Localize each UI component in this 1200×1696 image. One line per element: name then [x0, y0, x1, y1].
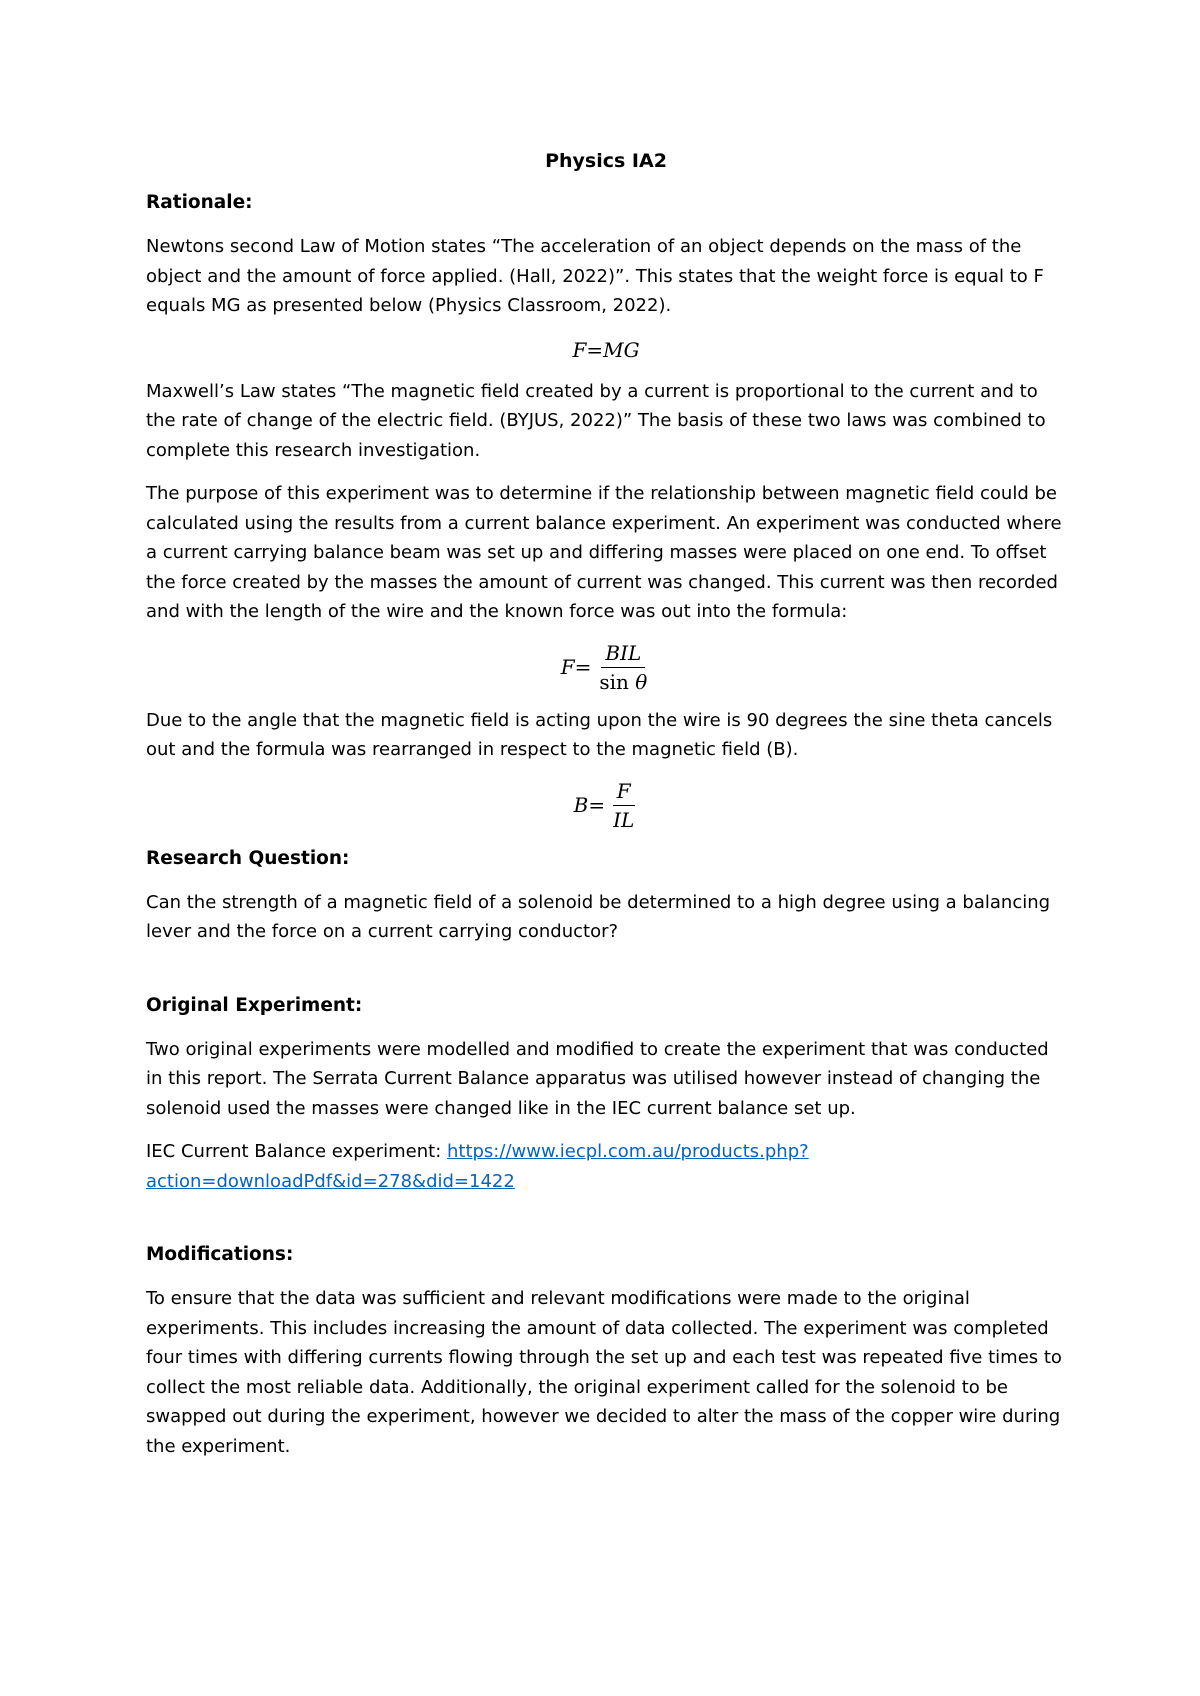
equation-magnetic-field-fraction	[609, 779, 638, 832]
rationale-paragraph-1: Newtons second Law of Motion states “The acceleration of an object depends on the mass of the object and the amount of force applied. (Hall, 2022)”. This states that the weight force is equal to F equals MG as presented below (Physics Classroom, 2022).	[146, 236, 1044, 316]
original-experiment-heading: Original Experiment:	[146, 994, 363, 1016]
section-spacer-2	[146, 1210, 1066, 1240]
equation-magnetic-field	[146, 779, 1066, 832]
rationale-paragraph-3: The purpose of this experiment was to determine if the relationship between magnetic field could be calculated using the results from a current balance experiment. An experiment was conducted where a current carrying balance beam was set up and differing masses were placed on one end. To offset the force created by the masses the amount of current was changed. This current was then recorded and with the length of the wire and the known force was out into the formula:	[146, 483, 1062, 622]
equation-magnetic-field-denominator: IL	[613, 807, 635, 832]
equation-magnetic-force-numerator: BIL	[601, 641, 645, 668]
research-question-paragraph: Can the strength of a magnetic field of a solenoid be determined to a high degree using a balancing lever and the force on a current carrying conductor?	[146, 891, 1051, 942]
equation-magnetic-force-lhs: F=	[560, 655, 592, 679]
equation-magnetic-force-denominator	[595, 668, 651, 694]
modifications-paragraph: To ensure that the data was sufficient and relevant modifications were made to the original experiments. This includes increasing the amount of data collected. The experiment was completed four times with differing currents flowing through the set up and each test was repeated five times to collect the most reliable data. Additionally, the original experiment called for the solenoid to be swapped out during the experiment, however we decided to alter the mass of the copper wire during the experiment.	[146, 1288, 1062, 1457]
original-experiment-paragraph: Two original experiments were modelled and modified to create the experiment that was conducted in this report. The Serrata Current Balance apparatus was utilised however instead of changing the solenoid used the masses were changed like in the IEC current balance set up.	[146, 1038, 1049, 1119]
research-question-heading: Research Question:	[146, 847, 350, 869]
modifications-heading: Modifications:	[146, 1244, 294, 1265]
section-spacer	[146, 961, 1066, 991]
equation-magnetic-force-fraction	[595, 641, 651, 694]
rationale-paragraph-4: Due to the angle that the magnetic field is acting upon the wire is 90 degrees the sine theta cancels out and the formula was rearranged in respect to the magnetic field (B).	[146, 709, 1053, 760]
iec-reference-label: IEC Current Balance experiment:	[146, 1141, 447, 1162]
equation-force-weight: F=MG	[572, 337, 640, 362]
iec-reference-link[interactable]: https://www.iecpl.com.au/products.php?action=downloadPdf&id=278&did=1422	[146, 1141, 809, 1192]
rationale-heading: Rationale:	[146, 192, 253, 213]
equation-sin-function: sin	[599, 669, 629, 694]
equation-magnetic-field-lhs: B=	[573, 793, 606, 817]
equation-magnetic-field-numerator: F	[613, 779, 635, 806]
rationale-paragraph-2: Maxwell’s Law states “The magnetic field created by a current is proportional to the current and to the rate of change of the electric field. (BYJUS, 2022)” The basis of these two laws was combined to complete this research investigation.	[146, 380, 1046, 461]
document-title: Physics IA2	[545, 150, 667, 172]
iec-reference-paragraph	[146, 1137, 1066, 1196]
equation-magnetic-force	[146, 641, 1066, 694]
equation-theta-symbol: θ	[635, 669, 648, 694]
document-page	[146, 146, 1066, 1475]
